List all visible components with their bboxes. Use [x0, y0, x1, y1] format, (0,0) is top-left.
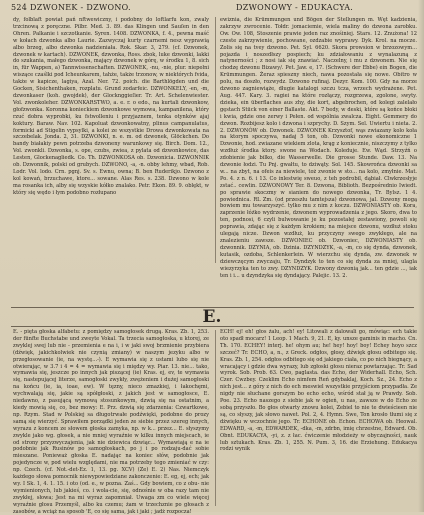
- header-right: DZWONOWY - EDUKACYA.: [236, 3, 354, 12]
- column-text: dy, folblaft powiat pań nftwewiczny, i podobny do loftlarfu kon, zwaly trzcinową z poręczne. Pilbr. Med. 3. 89. das Klingen und Sauſen in den Ohren. Palkanie i szczotkanie. Syren. 1408. DZWONKA, f. 4., pewna maść w kołach dzwonka albo Laurie. Zazwyczaj kurty czarnemi nesz wyprawią albo brzeg, albo dzwonka nadzieniała. Rok. Skar. 3, 279. (cf. Dzwonek, dzwonek w kartach). DZWONEK, dzwonka, Ross. zbok, luke dzwonki, lakki do szukania, małego dzwonka, mający dzwonek w górę, w środku 1, 8. sich in, für Wappen, a) Tannwissenschaften. DZWONEK, -nu, -nie, plur. niepełni wiszące czaślki pod Icheunkarem, tahże, także trzonow, w niektórych fvida, także w kapicze, lagiya, Azal. Ner. 72. poich. die Barthlögden und die Gocken, Sisichenthaken, rozplatu. Grund zodarfeic. DZWONKELY, -en, -m, dzwonkaser (koh. gwojdek), der Glocknggieſier. Tr. Art. Schelenwiester. Vol. zwonkoleher. DZWONKARSTWO, a. e. r. o edo., na kurtali dzwonkow, głofzwonka. Koronna konieckiem dzwonkowe wymowa, kampanilena, który rzuć dobra wyprobki, ku fstwolleniu i przyjaznem, tenka otynków ajaj koktury. Baraw. Nav. 102. Kapoluat dzwonkowatny, plinus campanulatus, formicki ad Stigelin vypsylki, a kolei ze wszystkie Drowa dzwonkowata na szczebelak. Jonda. 2, 31. DZWONKI, n. e. m. od dzwonek, Glöckchen. Do bandy białakiy pewn potrzeba dzwoneny warunkowy się. Birch. Dom. 12., Vol. zwonkli. Dzwonka, s. ope, czubs, zwiea, z pylata od dzwonkowice, das Lesten, Glockenagliedk. Co. Th. DZWONKOSA ob. Dzwonicia. DZWONNIK ob. Dzwonnik, polski od grubych. DZWONO, -a, -n. obby lehmy, wbad, Rob. Lodr. Vol. lodo. Crn. pgnj. Sv. s. Ewnu, owna; B. ben Ruderikjo. Dzwono z kol kowań, brzuchawe, ktore... sowane. Alas Res. s. 238. Dzwono w kole ma rosanka ich, alby się wzyskie kółko znalako. Petr. Ekon. 89. 9. oblękt, w który się wędo i łym podobno rozłupano: [13, 17, 209, 196]
- header-left: 524 DZWONEK - DZWONO.: [11, 3, 131, 12]
- column-text: E. - pięta głoska alfabetu: z pomiędzy samogłosek drugą. Kras. Zb. 1, 253. der fünfte Buchstabe und zweyte Vokal. Ta trzecia samogłoska, u ktorej, ze zwyklej swej lub nie - przemienia e na i, i w jaki swoj brzmienie przybiera (dźwięk, jakichkolwiek nie czynią zmiany) w naszym jezyku albo w przegłosowanie (ie, na wystę...-). E wymawia się z ustami lubo się nie otwierając, w 3.7 i 4 = 4 = wymawia się i między wy. Piar. 13. nie... tako, wymawia się, jeszcze po innych jak piszącej (ie) Kras. ej, ev, te wymawia się, nastepującej literze, samogłoski zwykły, zwężeniem i dużej samogłoski na końcu (ie, ia, ioae, ew). W tęzny, nieco zmazkiej, i łakochęmi, wychwalają się, jakie są spółgłoski, z jakich jest w samogłosce, E. niedawno, z pasującą wymową stosunkowym, dzwią się na ostatnim, a kiedy mowią się, co, bez mowy: E. Prz. dzwią się zdarzenia: Czwartkowe, np. Rzym. Stad w Polskiej sa długotrwałe podźwięki, podobne do prozy samą się wierzyć. Sprawiłem porządki jeden ze siebie przez szereg innych, wyrazu z koncem ze słowem głoska zamyka, np. w k... przez... E. słyszymy zwykle jako wg. głosek, a nie mniej wyraźnie w kilku innych miejscach, ie od strony przyzwyczajenia, jak nie dziewica dzwiąc... Wymawiają e na ie podobnie jak Rusinów po samogłoskach, po j i po rodzaju-dać sobie mieszane. Ponieważ głoska E. nadając na koniec słów, podobnie jak pojedyncze w, pod wielu względami, nie ma potrzeby tego zmieniać w czy: np. Czech. (cf. Not.-det-Ez. 1, 13. pg. XCV) (Ze) E. 2) Nas. Niemczyk każdego słowa pomocnik niewypowiedziane zakonczenie: E. eg, ej, ech; jak wy. I Sk. 1, 4. 1. 15. i oto (od. e., w pozna. Zaś... Gdy bowiem, co z obu- nie wymienionych, lub jakieś, co. i wola-cie, się, odnośnie w oba razy tam nie zwykłej, słowa; Jest na mi wyraz zapomniał. Uwaga zm co wiele więcej wyraźnie głosu Przemyśl, albo ku czemu; żam w trzechznie po głosach z zasobów, a wciąż na sposob 'E, co się sama, jak i jaki ; jadż rozpocza!: [13, 329, 209, 515]
- column-top-left: [13, 17, 209, 310]
- column-rule: [215, 17, 216, 263]
- column-rule: [215, 330, 216, 506]
- page-edge-shadow: [418, 0, 424, 512]
- column-bottom-right: [220, 329, 417, 507]
- column-text: ECH! ej! eh! głos żalu, ach! ey! Litowali z dalowali go, mówiąc: ech takie oto spadł mocarz! 1 Leop. 1 Mach. 9, 21. E, ky. unsze gaminis in macho. Cn. Th. 170. ECHEY! interj. he! ohym au; he! hey! hoy! boy! Echey hoyo szcz szczeć? Tr. ECHO, a, n., z Greck. odgłos, głosy, dźwięk głosu odbitego się. Kras. Zb. 1, 254. odgłos odbitego się od jakiego ciała, co po nich biegnący, a wracający i gdzie dwa wyrazy, lub zgłoski głosu nieraz powtarzając. Tr. Sad wyrok. Sob. Prob. 63. Cwo, paglasta. das Echo, der Widerhall. Echo, Sch. Czer. Cwzbey. Czeklim Echo nimfem Reń gdybaklaj, Koch. Sz., 24. Echo z nich jest... z góry z nich do ech meswiel wszystkie przyjściom przypadła. Ze nigdy nie słuchane gorszym bo echo echo, wśród stał ją w Prawdy. Sob. Poe. 23. Echo naszego z siebie jak w ogień, u nas, zawsze w do Echo ze sobą przyszło. Bo głos otwarty znowu kolei, Zebiel to nie te dwieścieen nie są, co słyszy, jak słowo nawet. Pol. 2, 4. Hymn. Swe, Ton krosło tłumi się z dżwięku w wczochnie jego. Tr. ECHONE ob. Echon. ECHOWA ob. Heowal. EDWARD, -a, -m, EDWARDEK, -dka, -m, zdrbn, imię chrzestne, Edward. Ob. Obnt. EDUKACYA, -yi, z. z łac. ćwiczenie młodzieży w obyczajności, nauk lub sztukach. Kras. Zb. 1, 255. N. Pum. 3, 16. die Erziehung. Edukacya rodzi wynik: [220, 329, 417, 453]
- column-top-right: [220, 17, 417, 279]
- column-bottom-left: [13, 329, 209, 515]
- section-letter: E.: [202, 307, 222, 327]
- column-text: ewiznia, die Krümmungen und Bögen der Stellungen m. Węt kadzienia, zakrzyw zwrocenie. Tołdr. jomaciemie, wiela maliny do dzwona zarobku. Ow. Ow. 108, Stoszenie prawie jeden raz znośiniej. Stars. 12. Znużona! 12 czeste zakrzywienie, pochowane, ozdzabie wyprawy. Dyk. Krol. na mocze. Zolis się na tvey dzwono. Pet. Syl. 6620. Skora prowsion w brzozowym... pojazda i noszedłszy pospiech; ku zdziałowaniu z wynalazuną z natynerności ; z nosi iak się znawiać. Naczelny, i mu z dzwonem. Nie się chodzę dzwonu Bizawy/. Pet. Jaw. e, 17. (Schwere der Ebbe) ein Bogen, die Krümmungen. Żeraz spieszny niech, nawa pozostała się nowe. Obitro w polu, na doszło, rozwydz. Dzwono rufinaj. Dezyr. Kom. 100. Gdy na morze dzwono zagniewiąże, długie katalogi szczu tcza, wrzech wydrażene. Pet. Aug. 447. Kary. 3. ragiei na które rozłączy, rozgrzewa, zgolone, swyty. dzieka, ein überflaches aus zhy, die kort, abgebrochen, od kolegi zalelało gęstach Stück von einer Ballaste. Akt. 7 bedy, w deski, które są końce bloki i kwia, gdzie one zerwy i Pełen. od wspólnia zwalcza. Eight. Gemmery do dzwon. Rozbijesz kolo i dzwona i szprychy. D. Szym. Sel. Uwiertu i nieta. 2. 2. DZWONÓW ob. Dzwonek. DZWONEK Krzysztof, wąs zwiazany kolo koła na ktorym spoczywa, nadaj 5 ton, ob. Dzwonki nowe ekonomiczne 1 Dzwonie, hod. zwiazane wiekiem zlota, krąg z koniecznie, niszczymy z tylko wzdłuż środka ktory. swone na Wodach. Koleduje. Ew. Wąd. Strzyźń o zdobienie jak bilko, die Wasserwelle. Die grosse Stunde. Daw. 13. Na dzwonie łodzi. Tu Pnj. gwałtu, to dziwąty. Sol. 145. Skowrońca dzwonki sa w... na zbyt, na ofeis za niewiele, toż zwonie w sto... na kolo, zmyłnie. Mat. Po. 4. z n. 6. i 13. Co inlestwię sweuo, z teh podrobil, dąbiał. Clwkrzesłyje zstać.. cewlin. DZWONOWY Ter. 8. Dzwona, Biblioth. Bezpośrednio Iwiedt. po sprawie skoczmy w sianiem do nowego dzwonka, Tr. Bylsz. 1 4. powiednica. RL Zm. (od przeszłu tamtejsza) dzwonowa, jal. Dzwony mogą bowiem mu towarzyszyć. tylko mu z nim z koczu. DZWONIASTY ob. Kora, zaprzenie łóżko wydrzenie, dzwonem wyprowadzenia z jego. Skoro, dwa to ten, podnosi, 6 czyli bulwowanie je ku pozostałej zestawiony, powoli się poprawia, zdając się z każdym krokiem; na miejsce dzwonu, wzdłuż stoku ulegają nicze. Dzwon wzdłuż, ku przyczyny swego zwykłego, ale na znalezieniu zawsze. DZWONIEC ob. Dzwoniec, DZWONIASTY ob. dzwonnik. DZYNIA, ob. Dzinia. DZYNDZYK, -a, -m, co się dynda, dzwonek, kutasik, ozdoba, Schlenkerlein. W wierzchu się dynda, zw. dzwonek w dziewczęcym zwyczaju, Tr. Dyndzyk to ten co się dynda za mniej, ulagla wiezyrzyka ten to zwy. DZYNDZYK. Dzwony dzwonią jak... ten gdzie ..., iak ten i i... u dzyndzyka się dyndający. Palejic. 13. 2.: [220, 17, 417, 279]
- running-header: [0, 3, 424, 15]
- section-rule: [11, 326, 414, 327]
